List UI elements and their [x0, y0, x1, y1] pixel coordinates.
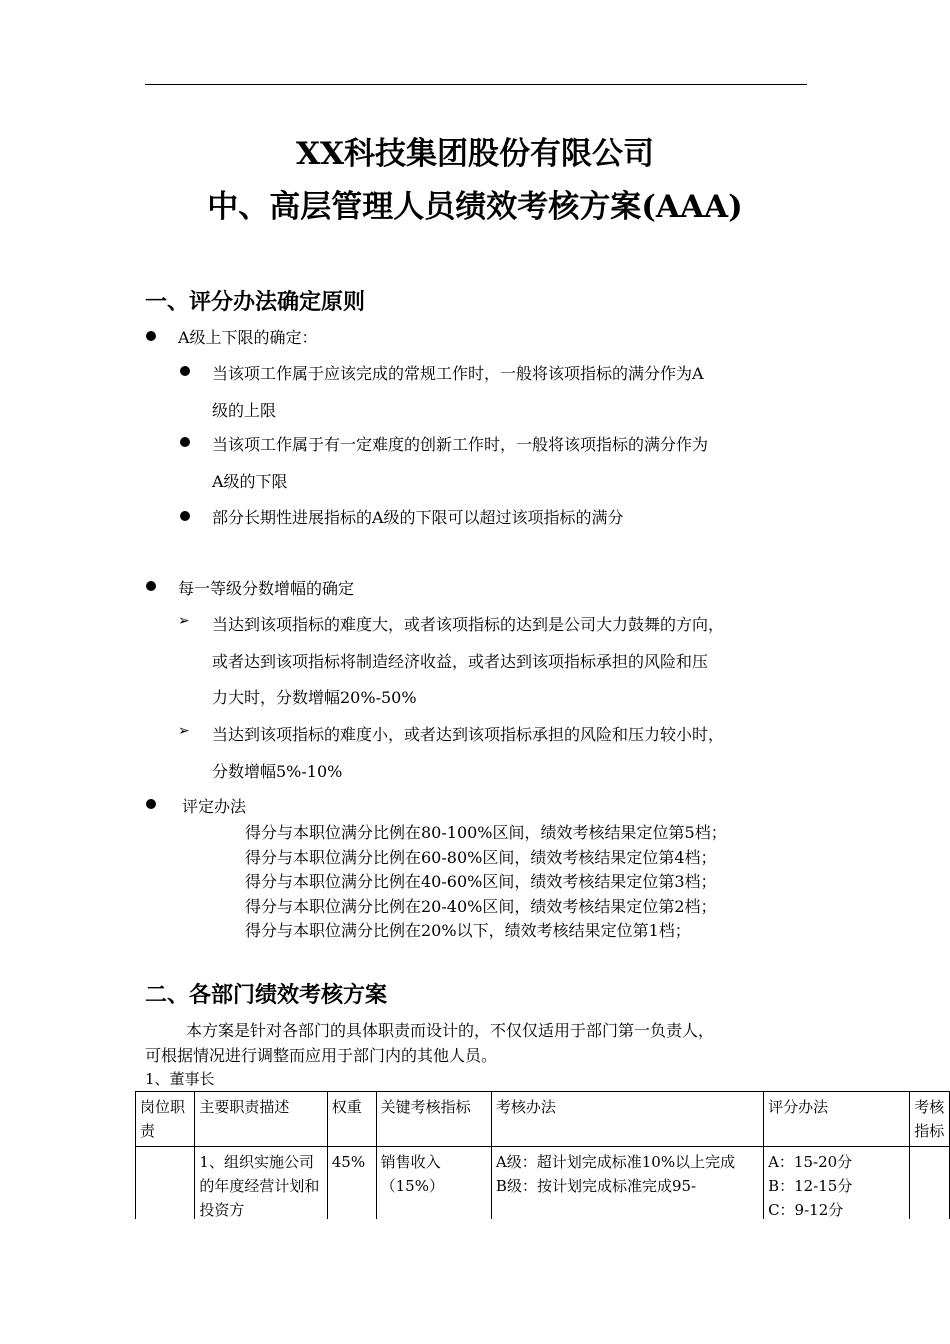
method-b: B级：按计划完成标准完成95- [495, 1177, 697, 1195]
method-cell [491, 1147, 763, 1220]
rating-line: 得分与本职位满分比例在60-80%区间，绩效考核结果定位第4档； [245, 848, 717, 867]
document-title-line2: 中、高层管理人员绩效考核方案(AAA) [207, 189, 743, 225]
section1-heading: 一、评分办法确定原则 [145, 290, 366, 315]
a-item-line: 当该项工作属于应该完成的常规工作时，一般将该项指标的满分作为A [212, 364, 704, 383]
rating-line: 得分与本职位满分比例在80-100%区间，绩效考核结果定位第5档； [245, 823, 727, 842]
bullet-dot [146, 581, 156, 591]
header-cell: 考核办法 [491, 1092, 763, 1147]
b-item-line: 当达到该项指标的难度大，或者该项指标的达到是公司大力鼓舞的方向， [212, 615, 725, 634]
table-row [136, 1147, 950, 1220]
score-a: A：15-20分 [768, 1153, 853, 1171]
a-item-line: 级的上限 [212, 401, 277, 420]
indicator-cell: 销售收入（15%） [376, 1147, 491, 1220]
chairman-subheading: 1、董事长 [145, 1070, 215, 1088]
rating-line: 得分与本职位满分比例在40-60%区间，绩效考核结果定位第3档； [245, 872, 717, 891]
assessment-table [135, 1091, 950, 1219]
header-cell: 考核指标 [910, 1092, 950, 1147]
extra-cell [910, 1147, 950, 1220]
post-cell [136, 1147, 195, 1220]
table-header-row [136, 1092, 950, 1147]
bullet-a-text: A级上下限的确定： [178, 328, 318, 347]
duty-cell: 1、组织实施公司的年度经营计划和投资方 [195, 1147, 327, 1220]
section2-heading: 二、各部门绩效考核方案 [145, 983, 388, 1008]
b-item-line: 分数增幅5%-10% [212, 762, 343, 781]
bullet-c-text: 评定办法 [182, 797, 247, 816]
document-title-line1: XX科技集团股份有限公司 [295, 136, 655, 172]
header-cell: 主要职责描述 [195, 1092, 327, 1147]
bullet-dot [146, 331, 156, 341]
score-cell [764, 1147, 910, 1220]
bullet-dot [180, 437, 190, 447]
rating-line: 得分与本职位满分比例在20-40%区间，绩效考核结果定位第2档； [245, 897, 717, 916]
header-rule [145, 84, 807, 85]
bullet-b-text: 每一等级分数增幅的确定 [178, 579, 355, 598]
method-a: A级：超计划完成标准10%以上完成 [495, 1153, 736, 1171]
score-b: B：12-15分 [768, 1177, 853, 1195]
rating-line: 得分与本职位满分比例在20%以下，绩效考核结果定位第1档； [245, 921, 691, 940]
a-item-line: 当该项工作属于有一定难度的创新工作时，一般将该项指标的满分作为 [212, 435, 709, 454]
b-item-line: 当达到该项指标的难度小，或者达到该项指标承担的风险和压力较小时， [212, 725, 725, 744]
header-cell: 岗位职责 [136, 1092, 195, 1147]
header-cell: 权重 [327, 1092, 376, 1147]
bullet-dot [146, 799, 156, 809]
a-item-line: A级的下限 [212, 472, 288, 491]
table-viewport [0, 1091, 950, 1219]
header-cell: 评分办法 [764, 1092, 910, 1147]
score-c: C：9-12分 [768, 1201, 844, 1219]
bullet-dot [180, 511, 190, 521]
b-item-line: 力大时，分数增幅20%-50% [212, 688, 417, 707]
b-item-line: 或者达到该项指标将制造经济收益，或者达到该项指标承担的风险和压 [212, 652, 709, 671]
arrow-bullet-icon: ➢ [178, 613, 190, 629]
section2-intro-line1: 本方案是针对各部门的具体职责而设计的，不仅仅适用于部门第一负责人， [186, 1021, 715, 1040]
bullet-dot [180, 366, 190, 376]
arrow-bullet-icon: ➢ [178, 723, 190, 739]
header-cell: 关键考核指标 [376, 1092, 491, 1147]
a-item-line: 部分长期性进展指标的A级的下限可以超过该项指标的满分 [212, 508, 624, 527]
weight-cell: 45% [327, 1147, 376, 1220]
section2-intro-line2: 可根据情况进行调整而应用于部门内的其他人员。 [145, 1046, 498, 1065]
